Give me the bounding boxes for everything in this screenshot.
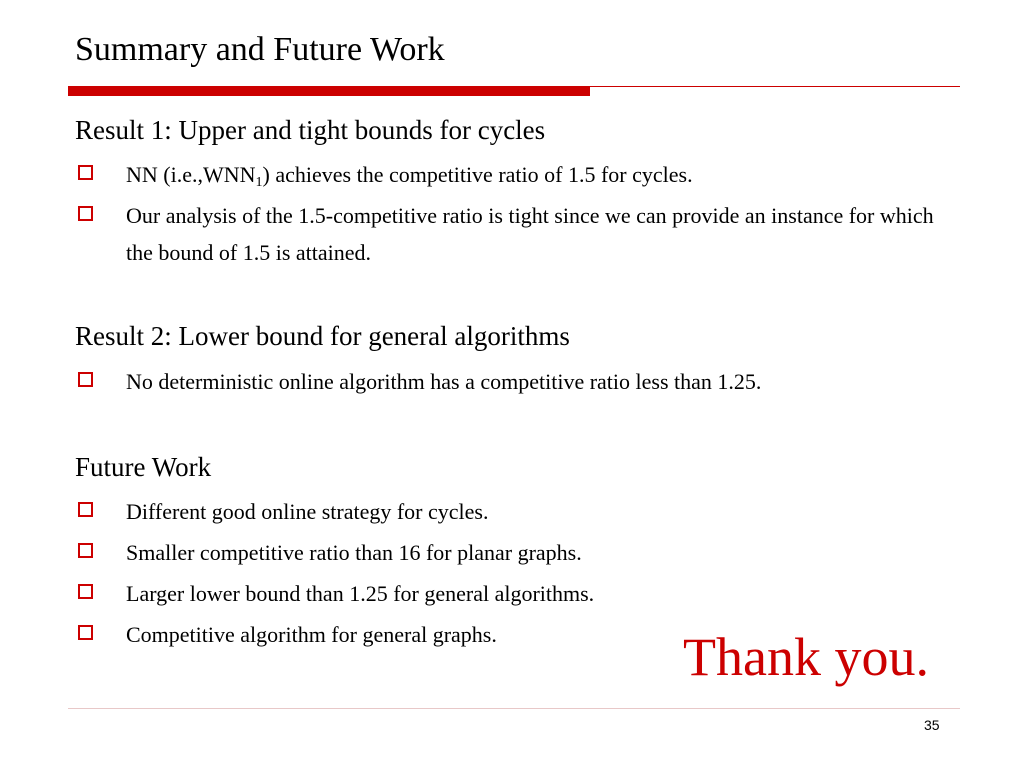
page-number: 35 <box>924 717 940 733</box>
list-item <box>78 618 497 647</box>
closing-thank-you: Thank you. <box>683 627 929 687</box>
bullet-text <box>126 158 961 192</box>
hollow-square-icon <box>78 206 93 221</box>
hollow-square-icon <box>78 543 93 558</box>
list-item <box>78 158 693 190</box>
bullet-text: Different good online strategy for cycles. <box>126 499 489 524</box>
bullet-text: Smaller competitive ratio than 16 for planar graphs. <box>126 540 582 565</box>
hollow-square-icon <box>78 625 93 640</box>
bullet-text: Our analysis of the 1.5-competitive ratio is tight since we can provide an instance for which the bound of 1.5 is attained. <box>126 203 934 265</box>
list-item <box>78 199 934 265</box>
list-item <box>78 536 582 565</box>
section-heading-future-work: Future Work <box>75 452 212 482</box>
hollow-square-icon <box>78 584 93 599</box>
list-item <box>78 495 489 524</box>
title-underline-thin <box>590 86 960 87</box>
bullet-text: Competitive algorithm for general graphs. <box>126 622 497 647</box>
hollow-square-icon <box>78 165 93 180</box>
slide-title: Summary and Future Work <box>75 31 445 68</box>
hollow-square-icon <box>78 372 93 387</box>
subscript: 1 <box>255 175 263 190</box>
title-underline-thick <box>68 86 590 96</box>
section-heading-result-2: Result 2: Lower bound for general algorithms <box>75 321 570 351</box>
footer-divider <box>68 708 960 709</box>
section-heading-result-1: Result 1: Upper and tight bounds for cycles <box>75 115 546 145</box>
bullet-text: Larger lower bound than 1.25 for general algorithms. <box>126 581 595 606</box>
bullet-text-part: NN (i.e.,WNN <box>126 162 256 187</box>
list-item <box>78 365 762 394</box>
hollow-square-icon <box>78 502 93 517</box>
bullet-text-part: ) achieves the competitive ratio of 1.5 for cycles. <box>262 162 693 187</box>
bullet-text: No deterministic online algorithm has a competitive ratio less than 1.25. <box>126 369 762 394</box>
list-item <box>78 577 595 606</box>
